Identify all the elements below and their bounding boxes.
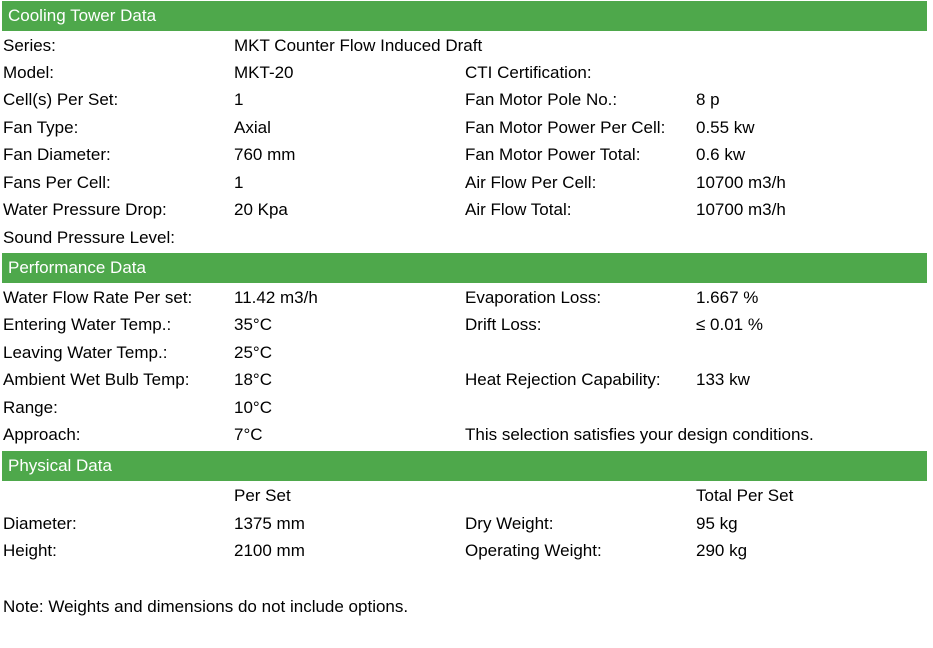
- approach-value: 7°C: [234, 425, 263, 444]
- fans-per-cell-label: Fans Per Cell:: [3, 173, 111, 192]
- cells-per-set-value: 1: [234, 90, 244, 109]
- water-pressure-drop-label: Water Pressure Drop:: [3, 200, 167, 219]
- heat-rejection-capability-label: Heat Rejection Capability:: [465, 370, 661, 389]
- fan-motor-pole-value: 8 p: [696, 90, 720, 109]
- fan-motor-power-per-cell-label: Fan Motor Power Per Cell:: [465, 118, 666, 137]
- sound-pressure-level-label: Sound Pressure Level:: [3, 228, 175, 247]
- height-label: Height:: [3, 541, 57, 560]
- series-row: [0, 32, 933, 59]
- height-value: 2100 mm: [234, 541, 305, 560]
- evaporation-loss-value: 1.667 %: [696, 288, 759, 307]
- evaporation-loss-label: Evaporation Loss:: [465, 288, 602, 307]
- air-flow-total-value: 10700 m3/h: [696, 200, 786, 219]
- total-per-set-header: Total Per Set: [696, 486, 794, 505]
- model-label: Model:: [3, 63, 55, 82]
- table-row: [0, 510, 933, 537]
- dry-weight-label: Dry Weight:: [465, 514, 554, 533]
- drift-loss-label: Drift Loss:: [465, 315, 542, 334]
- cti-certification-label: CTI Certification:: [465, 63, 592, 82]
- per-set-header: Per Set: [234, 486, 291, 505]
- air-flow-total-label: Air Flow Total:: [465, 200, 572, 219]
- table-row: [0, 537, 933, 564]
- operating-weight-label: Operating Weight:: [465, 541, 602, 560]
- table-row: [0, 366, 933, 393]
- range-label: Range:: [3, 398, 58, 417]
- table-row: [0, 311, 933, 338]
- table-row: [0, 114, 933, 141]
- cooling-tower-section-header: Cooling Tower Data: [2, 1, 927, 31]
- fan-diameter-label: Fan Diameter:: [3, 145, 111, 164]
- air-flow-per-cell-label: Air Flow Per Cell:: [465, 173, 597, 192]
- physical-header-row: [0, 482, 933, 509]
- water-pressure-drop-value: 20 Kpa: [234, 200, 288, 219]
- model-value: MKT-20: [234, 63, 294, 82]
- drift-loss-value: ≤ 0.01 %: [696, 315, 763, 334]
- fan-motor-power-per-cell-value: 0.55 kw: [696, 118, 755, 137]
- entering-water-temp-label: Entering Water Temp.:: [3, 315, 172, 334]
- physical-section-header: Physical Data: [2, 451, 927, 481]
- leaving-water-temp-value: 25°C: [234, 343, 272, 362]
- ambient-wet-bulb-temp-label: Ambient Wet Bulb Temp:: [3, 370, 190, 389]
- entering-water-temp-value: 35°C: [234, 315, 272, 334]
- fan-motor-power-total-value: 0.6 kw: [696, 145, 746, 164]
- footnote: Note: Weights and dimensions do not include options.: [3, 597, 409, 616]
- water-flow-rate-label: Water Flow Rate Per set:: [3, 288, 193, 307]
- performance-section-header: Performance Data: [2, 253, 927, 283]
- table-row: [0, 141, 933, 168]
- table-row: [0, 421, 933, 448]
- table-row: [0, 339, 933, 366]
- design-conditions-message: This selection satisfies your design conditions.: [465, 425, 814, 444]
- fan-motor-pole-label: Fan Motor Pole No.:: [465, 90, 618, 109]
- air-flow-per-cell-value: 10700 m3/h: [696, 173, 786, 192]
- dry-weight-value: 95 kg: [696, 514, 738, 533]
- water-flow-rate-value: 11.42 m3/h: [234, 288, 318, 307]
- fan-type-label: Fan Type:: [3, 118, 79, 137]
- fan-diameter-value: 760 mm: [234, 145, 296, 164]
- diameter-label: Diameter:: [3, 514, 77, 533]
- table-row: [0, 196, 933, 223]
- table-row: [0, 86, 933, 113]
- heat-rejection-capability-value: 133 kw: [696, 370, 750, 389]
- fan-motor-power-total-label: Fan Motor Power Total:: [465, 145, 641, 164]
- leaving-water-temp-label: Leaving Water Temp.:: [3, 343, 168, 362]
- table-row: [0, 169, 933, 196]
- cells-per-set-label: Cell(s) Per Set:: [3, 90, 119, 109]
- fan-type-value: Axial: [234, 118, 271, 137]
- ambient-wet-bulb-temp-value: 18°C: [234, 370, 272, 389]
- table-row: [0, 394, 933, 421]
- table-row: [0, 59, 933, 86]
- series-value: MKT Counter Flow Induced Draft: [234, 36, 483, 55]
- approach-label: Approach:: [3, 425, 81, 444]
- series-label: Series:: [3, 36, 56, 55]
- table-row: [0, 224, 933, 251]
- diameter-value: 1375 mm: [234, 514, 305, 533]
- fans-per-cell-value: 1: [234, 173, 244, 192]
- table-row: [0, 284, 933, 311]
- operating-weight-value: 290 kg: [696, 541, 748, 560]
- range-value: 10°C: [234, 398, 272, 417]
